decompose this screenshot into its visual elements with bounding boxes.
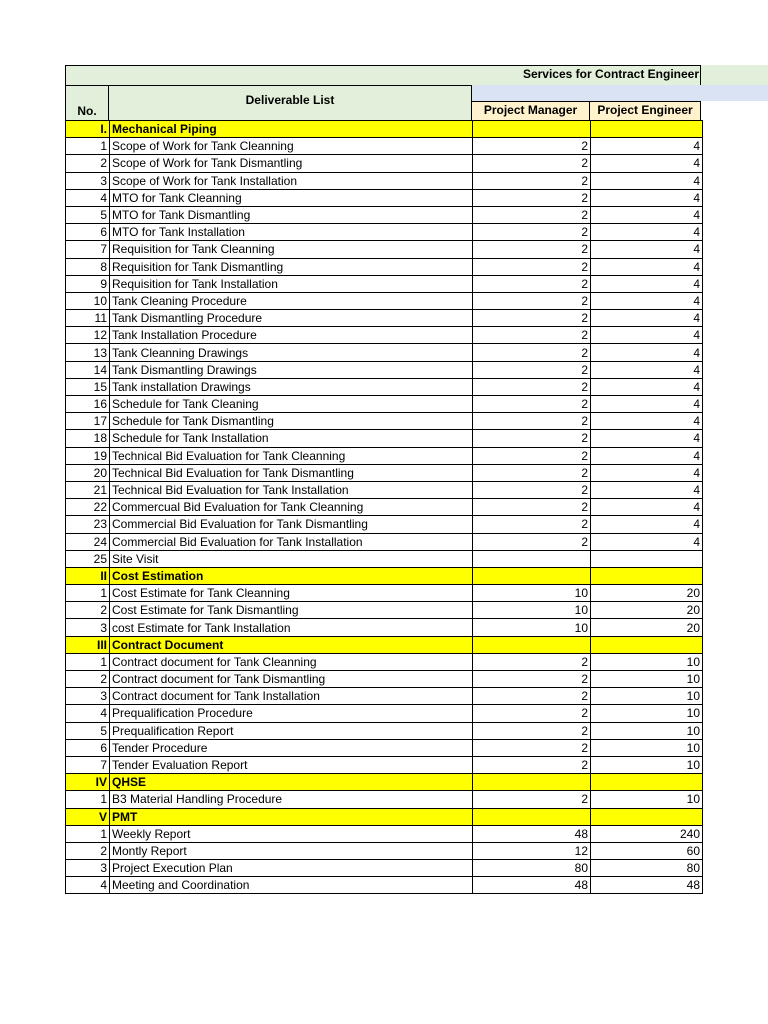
section-row [66, 567, 703, 584]
row-number[interactable]: 3 [66, 688, 110, 705]
row-project-engineer-value[interactable]: 4 [591, 172, 703, 189]
row-project-engineer-value[interactable]: 10 [591, 791, 703, 808]
table-row [66, 138, 703, 155]
row-deliverable[interactable]: Commercial Bid Evaluation for Tank Dismantling [110, 516, 473, 533]
col-pe-header [589, 101, 701, 120]
table-row [66, 602, 703, 619]
row-project-manager-value[interactable]: 12 [473, 842, 591, 859]
row-project-engineer-value[interactable] [591, 121, 703, 138]
table-row [66, 619, 703, 636]
row-project-engineer-value[interactable]: 10 [591, 688, 703, 705]
table-row [66, 413, 703, 430]
row-project-manager-value[interactable]: 2 [473, 791, 591, 808]
services-title-extension [701, 65, 768, 85]
row-project-manager-value[interactable]: 2 [473, 275, 591, 292]
row-project-manager-value[interactable]: 2 [473, 206, 591, 223]
row-project-manager-value[interactable]: 2 [473, 430, 591, 447]
table-row [66, 224, 703, 241]
row-project-engineer-value[interactable] [591, 636, 703, 653]
row-deliverable[interactable]: Tank installation Drawings [110, 378, 473, 395]
row-deliverable[interactable]: cost Estimate for Tank Installation [110, 619, 473, 636]
row-project-manager-value[interactable]: 2 [473, 378, 591, 395]
table-row [66, 688, 703, 705]
row-project-engineer-value[interactable]: 4 [591, 378, 703, 395]
row-project-manager-value[interactable]: 2 [473, 413, 591, 430]
row-number[interactable]: 18 [66, 430, 110, 447]
row-project-manager-value[interactable]: 2 [473, 722, 591, 739]
table-row [66, 327, 703, 344]
section-row [66, 808, 703, 825]
row-project-engineer-value[interactable]: 4 [591, 516, 703, 533]
table-row [66, 258, 703, 275]
row-project-manager-value[interactable]: 2 [473, 499, 591, 516]
section-row [66, 636, 703, 653]
row-number[interactable]: 6 [66, 224, 110, 241]
row-project-engineer-value[interactable]: 10 [591, 722, 703, 739]
row-number[interactable]: 8 [66, 258, 110, 275]
row-deliverable[interactable]: Scope of Work for Tank Installation [110, 172, 473, 189]
row-project-manager-value[interactable]: 2 [473, 155, 591, 172]
row-number[interactable]: 3 [66, 619, 110, 636]
row-number[interactable]: 1 [66, 791, 110, 808]
row-number[interactable]: 12 [66, 327, 110, 344]
row-project-manager-value[interactable] [473, 550, 591, 567]
row-number[interactable]: V [66, 808, 110, 825]
row-project-manager-value[interactable]: 10 [473, 619, 591, 636]
row-project-engineer-value[interactable]: 240 [591, 825, 703, 842]
row-project-engineer-value[interactable] [591, 774, 703, 791]
deliverable-rows [66, 121, 703, 894]
row-number[interactable]: 2 [66, 602, 110, 619]
deliverable-header-label: Deliverable List [245, 93, 335, 107]
row-deliverable[interactable]: Prequalification Report [110, 722, 473, 739]
row-project-engineer-value[interactable]: 10 [591, 705, 703, 722]
row-number[interactable]: IV [66, 774, 110, 791]
row-project-manager-value[interactable]: 2 [473, 224, 591, 241]
row-number[interactable]: 1 [66, 653, 110, 670]
no-header-label: No. [77, 104, 97, 118]
row-project-manager-value[interactable]: 48 [473, 877, 591, 894]
table-row [66, 825, 703, 842]
row-deliverable[interactable]: Technical Bid Evaluation for Tank Cleanning [110, 447, 473, 464]
row-project-engineer-value[interactable]: 4 [591, 292, 703, 309]
row-number[interactable]: 23 [66, 516, 110, 533]
row-project-engineer-value[interactable]: 4 [591, 413, 703, 430]
row-project-manager-value[interactable]: 2 [473, 172, 591, 189]
row-project-manager-value[interactable]: 2 [473, 516, 591, 533]
row-number[interactable]: 21 [66, 481, 110, 498]
row-deliverable[interactable]: Weekly Report [110, 825, 473, 842]
row-number[interactable]: 20 [66, 464, 110, 481]
row-deliverable[interactable]: Schedule for Tank Cleaning [110, 396, 473, 413]
row-project-manager-value[interactable]: 2 [473, 481, 591, 498]
services-title: Services for Contract Engineer [522, 67, 699, 81]
row-number[interactable]: I. [66, 121, 110, 138]
table-row [66, 516, 703, 533]
row-project-manager-value[interactable]: 2 [473, 464, 591, 481]
deliverable-header [108, 85, 472, 120]
row-project-engineer-value[interactable]: 20 [591, 619, 703, 636]
row-number[interactable]: 1 [66, 825, 110, 842]
row-deliverable[interactable]: PMT [110, 808, 473, 825]
table-row [66, 447, 703, 464]
row-number[interactable]: 14 [66, 361, 110, 378]
row-deliverable[interactable]: Cost Estimate for Tank Dismantling [110, 602, 473, 619]
row-deliverable[interactable]: Contract document for Tank Cleanning [110, 653, 473, 670]
row-number[interactable]: 19 [66, 447, 110, 464]
row-number[interactable]: 3 [66, 172, 110, 189]
row-project-engineer-value[interactable]: 10 [591, 739, 703, 756]
table-row [66, 172, 703, 189]
table-row [66, 791, 703, 808]
row-project-engineer-value[interactable]: 4 [591, 189, 703, 206]
table-row [66, 206, 703, 223]
row-project-manager-value[interactable]: 2 [473, 396, 591, 413]
table-row [66, 877, 703, 894]
row-project-engineer-value[interactable]: 10 [591, 653, 703, 670]
table-row [66, 361, 703, 378]
row-number[interactable]: 15 [66, 378, 110, 395]
row-deliverable[interactable]: Schedule for Tank Dismantling [110, 413, 473, 430]
row-project-manager-value[interactable]: 2 [473, 739, 591, 756]
row-project-manager-value[interactable] [473, 636, 591, 653]
row-number[interactable]: 4 [66, 877, 110, 894]
row-project-engineer-value[interactable]: 4 [591, 447, 703, 464]
row-project-manager-value[interactable]: 2 [473, 361, 591, 378]
row-project-engineer-value[interactable]: 4 [591, 275, 703, 292]
row-project-manager-value[interactable]: 2 [473, 756, 591, 773]
row-number[interactable]: 24 [66, 533, 110, 550]
row-deliverable[interactable]: Site Visit [110, 550, 473, 567]
row-project-manager-value[interactable]: 2 [473, 705, 591, 722]
row-number[interactable]: 2 [66, 155, 110, 172]
table-row [66, 739, 703, 756]
row-project-manager-value[interactable] [473, 121, 591, 138]
table-row [66, 653, 703, 670]
row-deliverable[interactable]: Cost Estimation [110, 567, 473, 584]
row-project-manager-value[interactable]: 2 [473, 292, 591, 309]
row-project-engineer-value[interactable]: 4 [591, 481, 703, 498]
table-row [66, 464, 703, 481]
row-deliverable[interactable]: MTO for Tank Installation [110, 224, 473, 241]
row-project-manager-value[interactable]: 10 [473, 602, 591, 619]
table-row [66, 722, 703, 739]
row-project-manager-value[interactable]: 2 [473, 310, 591, 327]
row-project-engineer-value[interactable]: 4 [591, 258, 703, 275]
row-number[interactable]: 13 [66, 344, 110, 361]
row-number[interactable]: 1 [66, 138, 110, 155]
table-row [66, 310, 703, 327]
table-row [66, 292, 703, 309]
table-row [66, 705, 703, 722]
row-number[interactable]: 9 [66, 275, 110, 292]
roles-header-band [472, 85, 768, 101]
col-pm-header [471, 101, 590, 120]
row-project-manager-value[interactable]: 2 [473, 189, 591, 206]
row-project-engineer-value[interactable]: 4 [591, 344, 703, 361]
row-deliverable[interactable]: Mechanical Piping [110, 121, 473, 138]
row-project-manager-value[interactable]: 2 [473, 447, 591, 464]
row-deliverable[interactable]: B3 Material Handling Procedure [110, 791, 473, 808]
row-number[interactable]: 17 [66, 413, 110, 430]
row-project-engineer-value[interactable]: 4 [591, 138, 703, 155]
table-row [66, 241, 703, 258]
row-project-manager-value[interactable]: 2 [473, 653, 591, 670]
row-project-engineer-value[interactable] [591, 550, 703, 567]
row-number[interactable]: 3 [66, 860, 110, 877]
row-deliverable[interactable]: Contract document for Tank Installation [110, 688, 473, 705]
row-project-engineer-value[interactable]: 4 [591, 241, 703, 258]
row-number[interactable]: 25 [66, 550, 110, 567]
col-pe-label: Project Engineer [597, 103, 693, 117]
row-project-engineer-value[interactable]: 20 [591, 602, 703, 619]
table-row [66, 378, 703, 395]
row-number[interactable]: II [66, 567, 110, 584]
table-row [66, 671, 703, 688]
table-row [66, 344, 703, 361]
row-project-engineer-value[interactable]: 48 [591, 877, 703, 894]
row-deliverable[interactable]: Tank Cleaning Procedure [110, 292, 473, 309]
row-number[interactable]: 2 [66, 671, 110, 688]
row-project-manager-value[interactable]: 2 [473, 258, 591, 275]
row-project-manager-value[interactable]: 2 [473, 671, 591, 688]
row-project-engineer-value[interactable]: 4 [591, 206, 703, 223]
col-pm-label: Project Manager [483, 103, 578, 117]
row-number[interactable]: 11 [66, 310, 110, 327]
section-row [66, 774, 703, 791]
row-deliverable[interactable]: Contract document for Tank Dismantling [110, 671, 473, 688]
table-row [66, 430, 703, 447]
row-project-engineer-value[interactable]: 4 [591, 310, 703, 327]
row-deliverable[interactable]: Tank Installation Procedure [110, 327, 473, 344]
row-deliverable[interactable]: Montly Report [110, 842, 473, 859]
row-number[interactable]: 4 [66, 189, 110, 206]
row-project-manager-value[interactable]: 2 [473, 688, 591, 705]
table-row [66, 499, 703, 516]
table-row [66, 189, 703, 206]
row-project-engineer-value[interactable] [591, 567, 703, 584]
row-project-manager-value[interactable]: 2 [473, 138, 591, 155]
row-deliverable[interactable]: Prequalification Procedure [110, 705, 473, 722]
row-project-engineer-value[interactable]: 4 [591, 464, 703, 481]
row-number[interactable]: III [66, 636, 110, 653]
row-number[interactable]: 7 [66, 756, 110, 773]
row-project-engineer-value[interactable]: 10 [591, 671, 703, 688]
row-number[interactable]: 16 [66, 396, 110, 413]
row-project-engineer-value[interactable]: 60 [591, 842, 703, 859]
section-row [66, 121, 703, 138]
row-deliverable[interactable]: Scope of Work for Tank Dismantling [110, 155, 473, 172]
row-deliverable[interactable]: Technical Bid Evaluation for Tank Dismantling [110, 464, 473, 481]
row-number[interactable]: 2 [66, 842, 110, 859]
row-project-manager-value[interactable]: 2 [473, 327, 591, 344]
table-row [66, 481, 703, 498]
row-project-engineer-value[interactable]: 4 [591, 224, 703, 241]
row-deliverable[interactable]: Tank Dismantling Drawings [110, 361, 473, 378]
row-project-engineer-value[interactable]: 20 [591, 585, 703, 602]
row-project-manager-value[interactable] [473, 774, 591, 791]
table-row [66, 275, 703, 292]
row-number[interactable]: 10 [66, 292, 110, 309]
row-project-engineer-value[interactable]: 4 [591, 361, 703, 378]
row-number[interactable]: 5 [66, 722, 110, 739]
table-row [66, 550, 703, 567]
row-project-engineer-value[interactable]: 80 [591, 860, 703, 877]
row-project-manager-value[interactable]: 48 [473, 825, 591, 842]
row-number[interactable]: 1 [66, 585, 110, 602]
table-row [66, 756, 703, 773]
row-project-manager-value[interactable]: 2 [473, 241, 591, 258]
row-project-engineer-value[interactable]: 4 [591, 327, 703, 344]
row-project-engineer-value[interactable]: 4 [591, 155, 703, 172]
table-row [66, 842, 703, 859]
row-number[interactable]: 5 [66, 206, 110, 223]
row-deliverable[interactable]: Technical Bid Evaluation for Tank Installation [110, 481, 473, 498]
deliverable-table [65, 120, 703, 894]
row-deliverable[interactable]: Tender Evaluation Report [110, 756, 473, 773]
row-deliverable[interactable]: Scope of Work for Tank Cleanning [110, 138, 473, 155]
table-row [66, 396, 703, 413]
row-deliverable[interactable]: MTO for Tank Cleanning [110, 189, 473, 206]
table-row [66, 533, 703, 550]
row-project-engineer-value[interactable]: 4 [591, 533, 703, 550]
row-deliverable[interactable]: Commercual Bid Evaluation for Tank Cleanning [110, 499, 473, 516]
row-project-engineer-value[interactable]: 4 [591, 396, 703, 413]
row-project-manager-value[interactable]: 2 [473, 533, 591, 550]
row-deliverable[interactable]: Meeting and Coordination [110, 877, 473, 894]
row-project-manager-value[interactable] [473, 567, 591, 584]
row-project-manager-value[interactable]: 80 [473, 860, 591, 877]
row-number[interactable]: 7 [66, 241, 110, 258]
row-deliverable[interactable]: Contract Document [110, 636, 473, 653]
row-deliverable[interactable]: QHSE [110, 774, 473, 791]
row-project-engineer-value[interactable]: 4 [591, 499, 703, 516]
row-project-manager-value[interactable]: 2 [473, 344, 591, 361]
row-deliverable[interactable]: Schedule for Tank Installation [110, 430, 473, 447]
row-number[interactable]: 4 [66, 705, 110, 722]
row-project-engineer-value[interactable]: 10 [591, 756, 703, 773]
row-project-engineer-value[interactable]: 4 [591, 430, 703, 447]
row-deliverable[interactable]: Cost Estimate for Tank Cleanning [110, 585, 473, 602]
row-deliverable[interactable]: Requisition for Tank Dismantling [110, 258, 473, 275]
row-number[interactable]: 22 [66, 499, 110, 516]
row-project-manager-value[interactable]: 10 [473, 585, 591, 602]
table-row [66, 585, 703, 602]
row-deliverable[interactable]: Tank Cleanning Drawings [110, 344, 473, 361]
row-deliverable[interactable]: Tender Procedure [110, 739, 473, 756]
row-deliverable[interactable]: Tank Dismantling Procedure [110, 310, 473, 327]
row-deliverable[interactable]: Requisition for Tank Cleanning [110, 241, 473, 258]
row-deliverable[interactable]: Project Execution Plan [110, 860, 473, 877]
row-project-manager-value[interactable] [473, 808, 591, 825]
table-row [66, 860, 703, 877]
row-number[interactable]: 6 [66, 739, 110, 756]
no-header [65, 85, 109, 120]
table-row [66, 155, 703, 172]
row-deliverable[interactable]: MTO for Tank Dismantling [110, 206, 473, 223]
row-project-engineer-value[interactable] [591, 808, 703, 825]
row-deliverable[interactable]: Requisition for Tank Installation [110, 275, 473, 292]
row-deliverable[interactable]: Commercial Bid Evaluation for Tank Installation [110, 533, 473, 550]
